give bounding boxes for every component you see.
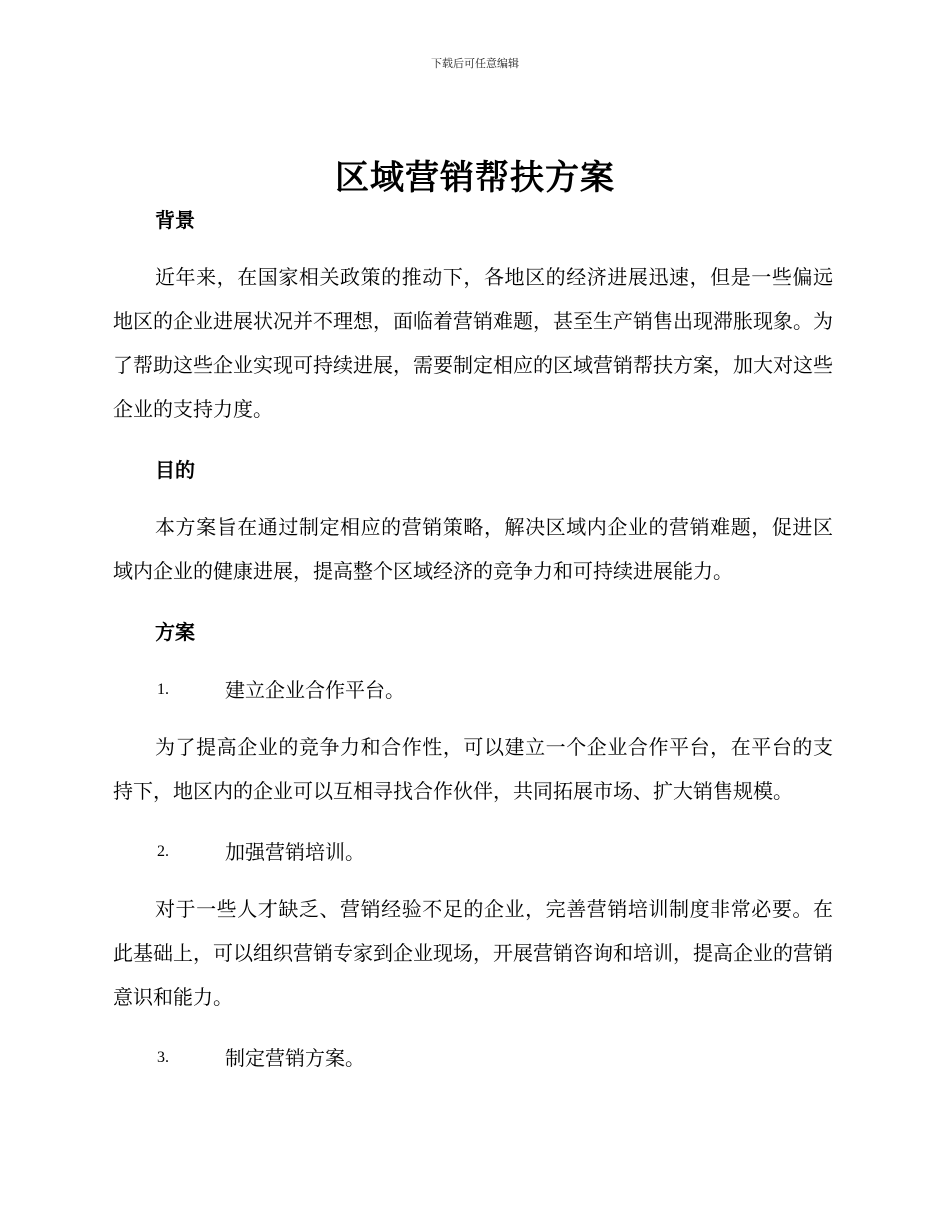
plan-item-number: 1.: [157, 681, 169, 698]
header-note: 下载后可任意编辑: [431, 57, 519, 70]
section-heading-background: 背景: [155, 208, 195, 232]
document-body: [113, 205, 833, 1073]
plan-item-title: 制定营销方案。: [225, 1046, 365, 1070]
plan-item-title: 建立企业合作平台。: [225, 678, 405, 702]
plan-item-2-paragraph: 对于一些人才缺乏、营销经验不足的企业，完善营销培训制度非常必要。在此基础上，可以组织营销专家到企业现场，开展营销咨询和培训，提高企业的营销意识和能力。: [113, 897, 833, 1009]
plan-item-title: 加强营销培训。: [225, 840, 365, 864]
plan-item-3-heading: [113, 1043, 833, 1073]
purpose-paragraph: 本方案旨在通过制定相应的营销策略，解决区域内企业的营销难题，促进区域内企业的健康进展，提高整个区域经济的竞争力和可持续进展能力。: [113, 515, 833, 583]
plan-item-2-heading: [113, 837, 833, 867]
plan-item-number: 3.: [157, 1049, 169, 1066]
plan-item-1-heading: [113, 675, 833, 705]
plan-item-number: 2.: [157, 843, 169, 860]
document-title: 区域营销帮扶方案: [335, 158, 615, 198]
section-heading-plan: 方案: [155, 620, 195, 644]
section-heading-purpose: 目的: [155, 458, 195, 482]
background-paragraph: 近年来，在国家相关政策的推动下，各地区的经济进展迅速，但是一些偏远地区的企业进展状况并不理想，面临着营销难题，甚至生产销售出现滞胀现象。为了帮助这些企业实现可持续进展，需要制定相应的区域营销帮扶方案，加大对这些企业的支持力度。: [113, 265, 833, 421]
plan-item-1-paragraph: 为了提高企业的竞争力和合作性，可以建立一个企业合作平台，在平台的支持下，地区内的企业可以互相寻找合作伙伴，共同拓展市场、扩大销售规模。: [113, 735, 833, 803]
